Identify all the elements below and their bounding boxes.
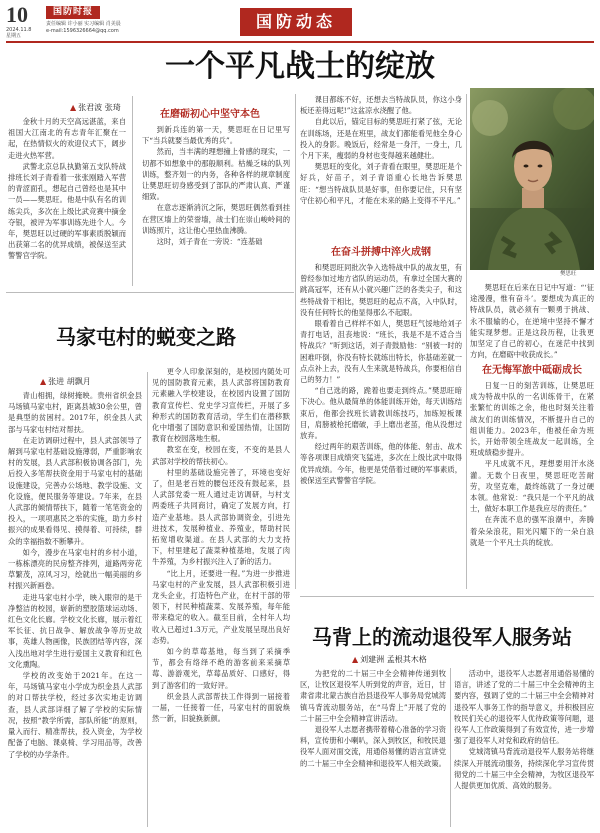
weekday-text: 星期五: [6, 33, 22, 39]
a1-subhead-3: 在无悔军旅中砥砺成长: [482, 365, 582, 376]
byline-a3: [352, 654, 427, 665]
paragraph: 日复一日的刻苦训练，让樊思旺成为特战中队的一名训练骨干，在紧张繁忙的训练之余，他也时刻关注着战友们的训练情况，不断提升自己的组训能力。2023年，他被任命为班长，开始带领全班战友一起训练，全班成绩稳步提升。: [470, 381, 594, 458]
paragraph: 如今的草莓基地，每当到了采摘季节，都会有络绎不绝的游客前来采摘草莓、游游观光，草莓品质好、口感好，得到了游客们的一致好评。: [152, 647, 290, 690]
paragraph: 课目都练不好，还想去当特战队员，你这小身板还差得远呢!”这盆凉水浇醒了他。: [300, 95, 462, 116]
byline-a2: [40, 376, 91, 387]
a1-col3b: [300, 262, 462, 547]
paragraph: 青山相拥，绿树掩映。贵州省织金县马场镇马家屯村，距离县城30余公里，曾是典型的贫困村。2017年，织金县人武部与马家屯村结对帮扶。: [8, 391, 142, 434]
photo-caption: 樊思旺: [560, 271, 577, 277]
paragraph: 更令人印象深刻的，是校园内随处可见的国防教育元素，县人武部将国防教育元素融入学校建设，在校园内设置了国防教育宣传栏、党史学习宣传栏，开展了多种形式的国防教育活动，学生们在潜移默化中增强了国防意识和爱国热情，让国防教育在校园落地生根。: [152, 367, 290, 444]
a1-subhead-1: 在磨砺初心中坚守本色: [160, 109, 260, 120]
paragraph: 和樊思旺同批次争入选特战中队的战友里，有曾经参加过地方省队的运动员，有拿过全国大赛的跳高冠军，还有从小就兴趣广泛的各类尖子，和这些特战骨干相比，樊思旺的起点不高，入中队时，没有任何特长的他显得那么不起眼。: [300, 263, 462, 317]
masthead-info: [46, 21, 186, 35]
paragraph: 退役军人志愿者携带着精心准备的学习资料，宣传册和小喇叭，深入到牧区，和牧民退役军人面对面交流，用通俗易懂的语言宣讲党的二十届三中全会精神和退役军人相关政策。: [300, 725, 446, 768]
paragraph: “自己选的路，跪着也要走到终点。”樊思旺暗下决心。他从最简单的体能训练开始，每天训练结束后，他都会找班长请教训练技巧，加练短板课目，肩膀被枪托磨破，手上磨出老茧，他从没想过放弃。: [300, 386, 462, 441]
section-title: 国防动态: [240, 8, 352, 36]
paragraph: 村里的基础设施完善了，环境也变好了，但是老百姓的腰包还没有鼓起来，县人武部党委一班人通过走访调研，与村支两委班子共同商讨，确定了发展方向，打造产业基地。县人武部协调资金，引进先进技术，发展种植业、养殖业，帮助村民拓宽增收渠道。在县人武部的大力支持下，村里建起了蔬菜种植基地，发展了肉牛养殖，为乡村振兴注入了新的活力。: [152, 467, 290, 567]
newspaper-logo: 国防时报: [46, 6, 100, 19]
issue-date: [6, 27, 46, 39]
soldier-portrait-image: [470, 88, 594, 270]
paragraph: 樊思旺的变化，刘子青看在眼里，樊思旺是个好兵，好苗子，刘子青语重心长地告诉樊思旺：“想当特战队员是好事，但你要记住，只有坚守住初心和平凡，才能在未来的路上变得不平凡。”: [300, 162, 462, 205]
paragraph: 学校的改变始于2021年。在这一年，马场镇马家屯小学成为织金县人武部的对口帮扶学校，经过多次实地走访调查，县人武部详细了解了学校的实际情况，按照“教学所需，部队所能”的原则，量入而行、精准帮扶，投入资金，为学校配备了电脑、课桌椅、学习用品等，改善了学校的办学条件。: [8, 671, 142, 759]
column-divider: [132, 96, 133, 286]
paragraph: 如今，漫步在马家屯村的乡村小道，一栋栋漂亮的民房整齐排列，道路两旁花草繁茂，凉风习习，绘就出一幅美丽的乡村振兴新画卷。: [8, 547, 142, 591]
paragraph: 平凡成就不凡，理想要用汗水浇灌。无数个日夜里，樊思旺吃苦耐劳，攻坚克难，最终练就了一身过硬本领。他常说：“我只是一个平凡的战士，做好本职工作是我应尽的责任。”: [470, 459, 594, 514]
headline-village: 马家屯村的蜕变之路: [56, 325, 236, 349]
paragraph: 在奔流不息的强军浪潮中，奔腾着朵朵浪花，阳光闪耀下的一朵白浪就是一个平凡士兵的绽放。: [470, 515, 594, 547]
paragraph: 然而，当丰满的理想撞上骨感的现实，一切都不如想象中的那般顺利。枯燥乏味的队列训练，整齐划一的内务，各种各样的规章制度让樊思旺切身感受到了部队的严肃认真、严谨细致。: [142, 147, 290, 202]
byline-marker-icon: ▲: [70, 103, 77, 112]
paragraph: “比上月，还要进一程。”为进一步推进马家屯村的产业发展，县人武部积极引进龙头企业，打造特色产业，在村干部的带领下，村民种植蔬菜、发展养殖，每年能带来稳定的收入。截至目前，全村年人均收入已超过1.3万元，产业发展呈现出良好态势。: [152, 568, 290, 645]
paragraph: 到新兵连的第一天，樊思旺在日记里写下“当兵就要当最优秀的兵”。: [142, 125, 290, 146]
byline-a3-text: 刘建洲 孟根其木格: [360, 655, 427, 664]
paragraph: 在意志逐渐消沉之际，樊思旺偶然看到挂在营区墙上的荣誉墙，战士们在崇山峻岭间的训练照片，这让他心里热血沸腾。: [142, 203, 290, 235]
column-divider: [147, 372, 148, 827]
byline-a2-text: 张进 胡飘月: [48, 377, 91, 386]
column-divider: [466, 94, 467, 589]
paragraph: 这时，刘子青在一旁说：“连基础: [156, 237, 263, 247]
headline-service-station: 马背上的流动退役军人服务站: [312, 625, 572, 649]
paragraph: 经过两年的艰苦训练，他的体能、射击、战术等各项课目成绩突飞猛进，多次在上级比武中取得优异成绩。今年，他更是凭借着过硬的军事素质，被保送至武警警官学院。: [300, 442, 462, 485]
a1-col3: [300, 94, 462, 244]
byline-a1: [70, 102, 121, 113]
a1-col2: [142, 124, 290, 284]
byline-marker-icon: ▲: [352, 655, 359, 664]
section-divider: [6, 292, 294, 293]
a1-col4: [470, 282, 594, 362]
a3-col1: [300, 668, 446, 827]
soldier-photo: [470, 88, 594, 270]
column-divider: [295, 94, 296, 589]
paragraph: 武警北京总队执勤第五支队特战排班长刘子青看着一张张刚踏入军营的青涩面孔，想起自己曾经也是其中一员——樊思旺。他是中队有名的训练尖兵，多次在上级比武竞赛中摘金夺银，被评为军事训练先进个人。今年，樊思旺以过硬的军事素质脱颖而出获第二名的优异成绩，被保送至武警警官学院。: [8, 161, 126, 261]
page-number: 10: [6, 2, 28, 27]
paragraph: 樊思旺在后来在日记中写道：“‘征途漫漫，惟有奋斗’。要想成为真正的特战队员，就必须有一颗勇于挑战、永不服输的心，在逆境中坚持不懈才能实现梦想。正是这段历程，让我更加坚定了自己的初心，在迷茫中找到方向，在磨砺中收获成长。”: [470, 283, 594, 360]
a3-col2: [454, 668, 594, 827]
paragraph: 在走访调研过程中，县人武部领导了解到马家屯村基础设施薄弱，严重影响农村的发展，县人武部积极协调各部门，先后投入多笔帮扶资金用于马家屯村的基础设施建设，完善办公场地、教学设施、文化设施，便民服务等建设。7年来，在县人武部的倾情帮扶下，随着一笔笔资金的投入，一项项惠民之举的实施，助力乡村振兴的成果看得见、摸得着、可持续，群众的幸福指数不断攀升。: [8, 435, 142, 546]
paragraph: 自此以后，锚定目标的樊思旺打紧了弦，无论在训练场，还是在班里，战友们都能看见他全身心投入的身影。晚饭后，经常是一身汗，一身土，几个月下来，瘦弱的身材也变得越来越健壮。: [300, 117, 462, 161]
date-text: 2024.11.8: [6, 27, 32, 33]
headline-main: 一个平凡战士的绽放: [165, 49, 435, 84]
paragraph: 走进马家屯村小学，映入眼帘的是干净整洁的校园，崭新的塑胶篮球运动场、红色文化长廊。学校文化长廊，展示着红军长征、抗日战争、解放战争等历史故事，英雄人物画像，民族团结等内容，深入浅出地对学生进行爱国主义教育和红色文化熏陶。: [8, 592, 142, 669]
section-divider: [300, 596, 594, 597]
paragraph: 为把党的二十届三中全会精神传递到牧区，让牧区退役军人听到党的声音，近日，甘肃省肃北蒙古族自治县退役军人事务局党城湾镇马背流动服务站，在“马背上”开展了党的二十届三中全会精神宣讲活动。: [300, 669, 446, 723]
byline-marker-icon: ▲: [40, 377, 47, 386]
a2-col2: [152, 366, 290, 827]
paragraph: 金秋十月的天空高远湛蓝，来自祖国大江南北的有志青年汇聚在一起，在热情似火的欢迎仪式下，阔步走进火热军营。: [8, 117, 126, 160]
column-divider: [450, 668, 451, 827]
a1-col1: [8, 116, 126, 284]
a1-subhead-2: 在奋斗拼搏中淬火成钢: [331, 247, 431, 258]
paragraph: 织金县人武部帮扶工作得到一届接着一届，一任接着一任，马家屯村的面貌焕然一新，旧貌换新颜。: [152, 691, 290, 724]
paragraph: 活动中，退役军人志愿者用通俗易懂的语言，讲述了党的二十届三中全会精神的主要内容，强调了党的二十届三中全会精神对退役军人事务工作的指导意义，并积极回应牧民们关心的退役军人优待政策等问题，退役军人工作政策得到了有效宣传，进一步增强了退役军人对党和政府的信任。: [454, 669, 594, 746]
editors-line: 责任编辑 许小丽 实习编辑 肖美晨: [46, 21, 121, 27]
paragraph: 教室在变，校园在变，不变的是县人武部对学校的帮扶初心。: [152, 445, 290, 466]
paragraph: 党城湾镇马背流动退役军人服务站将继续深入开展流动服务，持续深化学习宣传贯彻党的二十届三中全会精神，为牧区退役军人提供更加优质、高效的服务。: [454, 747, 594, 791]
email-line: e-mail:1596326664@qq.com: [46, 28, 119, 34]
a2-col1: [8, 390, 142, 827]
byline-a1-text: 张君波 张琦: [78, 103, 121, 112]
a1-col4b: [470, 380, 594, 590]
paragraph: 眼看着自己样样不如人，樊思旺气馁地给刘子青打电话，沮丧地说：“班长，我是不是不适合当特战兵？”听到这话，刘子青鼓励他：“别被一时的困难吓倒，你没有特长就练出特长，你基础差就一点点补上去，没有人生来就是特战兵，你要相信自己的努力！”: [300, 319, 462, 385]
top-divider: [6, 41, 594, 43]
